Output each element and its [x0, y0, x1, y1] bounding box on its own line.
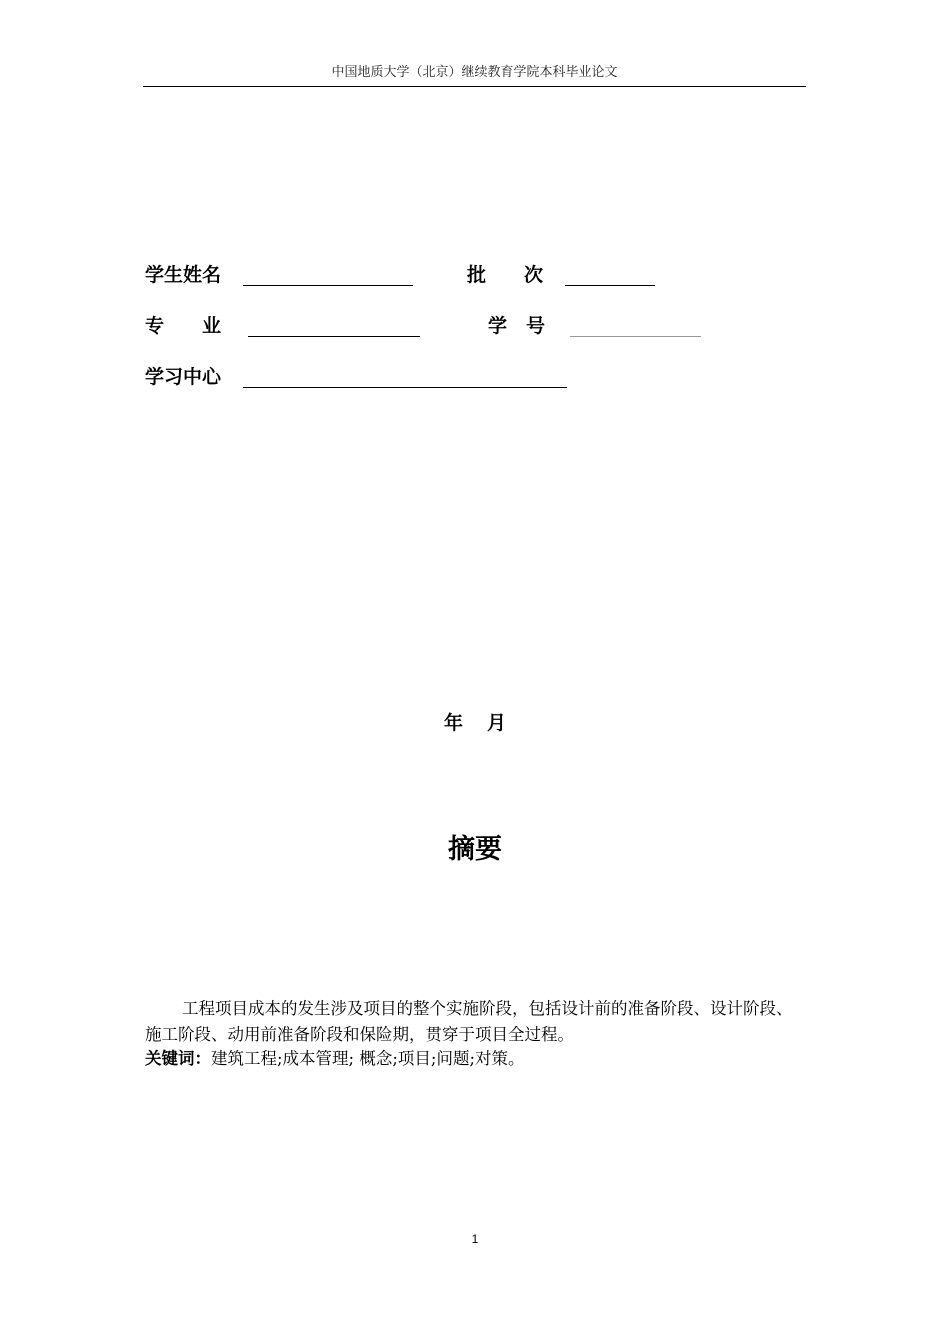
keywords-text: 建筑工程;成本管理; 概念;项目;问题;对策。 [211, 1049, 525, 1068]
abstract-body: 工程项目成本的发生涉及项目的整个实施阶段，包括设计前的准备阶段、设计阶段、施工阶段、动用前准备阶段和保险期，贯穿于项目全过程。 [145, 999, 793, 1044]
abstract-title: 摘要 [448, 834, 502, 865]
form-row-study-center [145, 362, 575, 392]
form-row-major-id [145, 311, 705, 341]
date-line [0, 708, 950, 738]
date-year: 年 [443, 712, 463, 734]
study-center-label: 学习中心 [145, 366, 222, 388]
study-center-blank[interactable] [243, 387, 567, 388]
major-blank[interactable] [248, 336, 420, 337]
batch-blank[interactable] [565, 285, 655, 286]
page-header [143, 62, 806, 87]
form-row-name-batch [145, 260, 665, 290]
keywords-label: 关键词： [145, 1049, 211, 1068]
date-month: 月 [487, 712, 507, 734]
student-id-label: 学 号 [488, 315, 546, 337]
page-number: 1 [471, 1232, 479, 1246]
student-name-blank[interactable] [243, 285, 413, 286]
keywords-line [145, 1046, 807, 1072]
major-label: 专 业 [145, 315, 222, 337]
student-name-label: 学生姓名 [145, 264, 222, 286]
student-id-blank[interactable] [570, 336, 701, 337]
batch-label: 批 次 [467, 264, 544, 286]
header-title: 中国地质大学（北京）继续教育学院本科毕业论文 [331, 65, 618, 80]
